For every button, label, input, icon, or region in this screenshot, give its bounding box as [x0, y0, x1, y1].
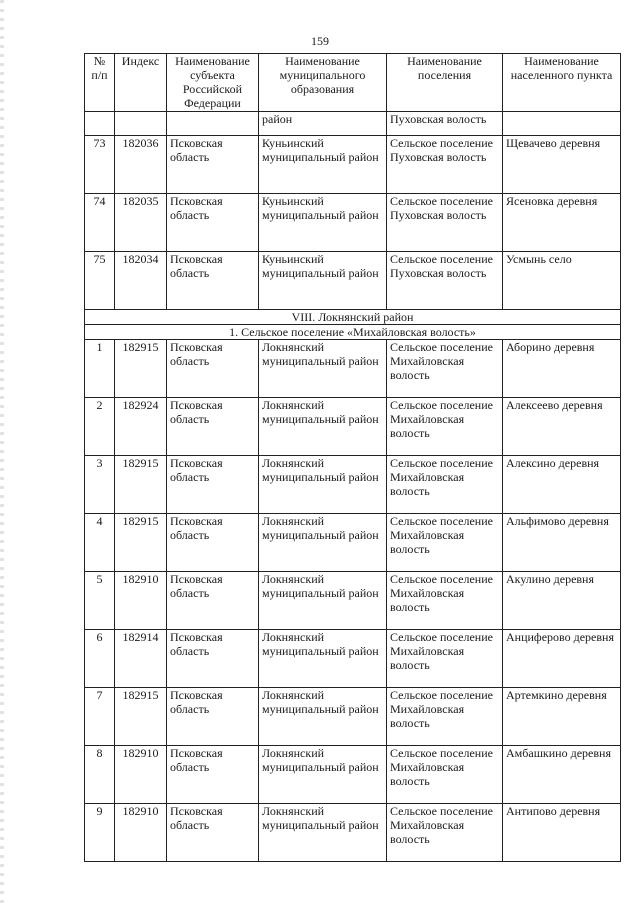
- cell-settlement: Сельское поселение Михайловская волость: [387, 572, 503, 630]
- cell-index: 182914: [115, 630, 167, 688]
- localities-table: [84, 53, 621, 862]
- table-row: [85, 688, 621, 746]
- table-row: [85, 252, 621, 310]
- cell-index: 182910: [115, 804, 167, 862]
- cell-municipality: район: [259, 112, 387, 136]
- cell-locality: Усмынь село: [503, 252, 621, 310]
- cell-settlement: Сельское поселение Михайловская волость: [387, 630, 503, 688]
- cell-locality: Алексино деревня: [503, 456, 621, 514]
- cell-index: 182036: [115, 136, 167, 194]
- cell-settlement: Сельское поселение Михайловская волость: [387, 804, 503, 862]
- cell-municipality: Локнянский муниципальный район: [259, 572, 387, 630]
- table-row: [85, 398, 621, 456]
- section-row-district: [85, 310, 621, 325]
- cell-index: 182915: [115, 456, 167, 514]
- cell-municipality: Локнянский муниципальный район: [259, 398, 387, 456]
- header-number: № п/п: [85, 54, 115, 112]
- header-municipality: Наименование муниципального образования: [259, 54, 387, 112]
- cell-locality: Анциферово деревня: [503, 630, 621, 688]
- cell-number: 2: [85, 398, 115, 456]
- cell-locality: Акулино деревня: [503, 572, 621, 630]
- table-row: [85, 340, 621, 398]
- cell-municipality: Локнянский муниципальный район: [259, 456, 387, 514]
- cell-subject: [167, 112, 259, 136]
- cell-number: 8: [85, 746, 115, 804]
- cell-number: 6: [85, 630, 115, 688]
- cell-index: 182034: [115, 252, 167, 310]
- cell-locality: Амбашкино деревня: [503, 746, 621, 804]
- header-locality: Наименование населенного пункта: [503, 54, 621, 112]
- cell-number: [85, 112, 115, 136]
- cell-locality: [503, 112, 621, 136]
- cell-number: 73: [85, 136, 115, 194]
- cell-municipality: Локнянский муниципальный район: [259, 688, 387, 746]
- cell-number: 7: [85, 688, 115, 746]
- cell-locality: Алексеево деревня: [503, 398, 621, 456]
- header-index: Индекс: [115, 54, 167, 112]
- cell-number: 75: [85, 252, 115, 310]
- cell-subject: Псковская область: [167, 398, 259, 456]
- cell-settlement: Сельское поселение Пуховская волость: [387, 252, 503, 310]
- cell-settlement: Сельское поселение Михайловская волость: [387, 398, 503, 456]
- cell-municipality: Куньинский муниципальный район: [259, 136, 387, 194]
- cell-locality: Антипово деревня: [503, 804, 621, 862]
- cell-subject: Псковская область: [167, 340, 259, 398]
- scan-edge-mark: [0, 0, 4, 905]
- section-settlement-title: 1. Сельское поселение «Михайловская волость»: [85, 325, 621, 340]
- cell-locality: Артемкино деревня: [503, 688, 621, 746]
- table-row: [85, 136, 621, 194]
- cell-locality: Аборино деревня: [503, 340, 621, 398]
- cell-index: 182924: [115, 398, 167, 456]
- cell-municipality: Куньинский муниципальный район: [259, 252, 387, 310]
- cell-locality: Щевачево деревня: [503, 136, 621, 194]
- table-row: [85, 572, 621, 630]
- cell-settlement: Сельское поселение Михайловская волость: [387, 514, 503, 572]
- cell-index: 182035: [115, 194, 167, 252]
- cell-subject: Псковская область: [167, 136, 259, 194]
- rows-group-loknya: [85, 340, 621, 862]
- cell-subject: Псковская область: [167, 688, 259, 746]
- cell-settlement: Сельское поселение Пуховская волость: [387, 136, 503, 194]
- cell-number: 3: [85, 456, 115, 514]
- header-settlement: Наименование поселения: [387, 54, 503, 112]
- cell-index: 182915: [115, 514, 167, 572]
- table-row: [85, 804, 621, 862]
- cell-number: 74: [85, 194, 115, 252]
- section-district-title: VIII. Локнянский район: [85, 310, 621, 325]
- cell-settlement: Сельское поселение Пуховская волость: [387, 194, 503, 252]
- cell-number: 4: [85, 514, 115, 572]
- cell-locality: Ясеновка деревня: [503, 194, 621, 252]
- cell-subject: Псковская область: [167, 746, 259, 804]
- cell-municipality: Локнянский муниципальный район: [259, 804, 387, 862]
- cell-number: 5: [85, 572, 115, 630]
- cell-settlement: Сельское поселение Михайловская волость: [387, 340, 503, 398]
- table-row: [85, 514, 621, 572]
- header-row: [85, 54, 621, 112]
- cell-locality: Альфимово деревня: [503, 514, 621, 572]
- table-row: [85, 746, 621, 804]
- cell-subject: Псковская область: [167, 630, 259, 688]
- cell-index: 182910: [115, 746, 167, 804]
- rows-group-kunya: [85, 136, 621, 310]
- cell-index: 182910: [115, 572, 167, 630]
- cell-subject: Псковская область: [167, 572, 259, 630]
- cell-municipality: Локнянский муниципальный район: [259, 340, 387, 398]
- cell-municipality: Локнянский муниципальный район: [259, 514, 387, 572]
- cell-subject: Псковская область: [167, 514, 259, 572]
- cell-index: 182915: [115, 340, 167, 398]
- table-row: [85, 456, 621, 514]
- continuation-row: [85, 112, 621, 136]
- cell-municipality: Локнянский муниципальный район: [259, 746, 387, 804]
- cell-settlement: Пуховская волость: [387, 112, 503, 136]
- cell-settlement: Сельское поселение Михайловская волость: [387, 746, 503, 804]
- cell-subject: Псковская область: [167, 804, 259, 862]
- cell-municipality: Локнянский муниципальный район: [259, 630, 387, 688]
- table-row: [85, 630, 621, 688]
- cell-settlement: Сельское поселение Михайловская волость: [387, 688, 503, 746]
- cell-municipality: Куньинский муниципальный район: [259, 194, 387, 252]
- cell-index: 182915: [115, 688, 167, 746]
- cell-number: 9: [85, 804, 115, 862]
- section-row-settlement: [85, 325, 621, 340]
- header-subject: Наименование субъекта Российской Федерации: [167, 54, 259, 112]
- page-number: 159: [311, 34, 329, 48]
- cell-subject: Псковская область: [167, 194, 259, 252]
- table-row: [85, 194, 621, 252]
- cell-number: 1: [85, 340, 115, 398]
- cell-settlement: Сельское поселение Михайловская волость: [387, 456, 503, 514]
- cell-subject: Псковская область: [167, 456, 259, 514]
- cell-subject: Псковская область: [167, 252, 259, 310]
- cell-index: [115, 112, 167, 136]
